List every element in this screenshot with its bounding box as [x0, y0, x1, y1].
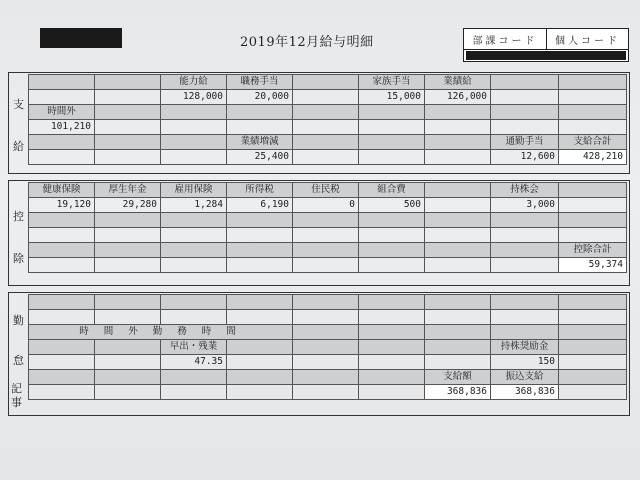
cell: 20,000: [227, 90, 293, 105]
cell: [95, 340, 161, 355]
cell: [29, 213, 95, 228]
cell: [227, 258, 293, 273]
cell: [491, 90, 559, 105]
cell: 業績増減: [227, 135, 293, 150]
cell: [293, 355, 359, 370]
cell: [359, 385, 425, 400]
cell: [425, 325, 491, 340]
cell: 所得税: [227, 183, 293, 198]
payment-amount-label: 支給額: [425, 370, 491, 385]
cell: [425, 310, 491, 325]
cell: [95, 213, 161, 228]
cell: [359, 258, 425, 273]
cell: [95, 370, 161, 385]
payments-total-value: 428,210: [559, 150, 627, 165]
cell: [293, 213, 359, 228]
cell: [95, 385, 161, 400]
cell: [491, 243, 559, 258]
payments-row3-values: [29, 150, 627, 165]
cell: [491, 295, 559, 310]
code-box: [463, 28, 629, 62]
cell: 101,210: [29, 120, 95, 135]
cell: [293, 90, 359, 105]
cell: [359, 213, 425, 228]
stock-incentive-label: 持株奨励金: [491, 340, 559, 355]
attendance-row2-labels: [29, 340, 627, 355]
cell: [95, 243, 161, 258]
cell: [559, 198, 627, 213]
person-code-label: 個人コード: [555, 35, 620, 47]
early-overtime-label: 早出・残業: [161, 340, 227, 355]
cell: [425, 243, 491, 258]
cell: [161, 258, 227, 273]
cell: [227, 213, 293, 228]
cell: [161, 105, 227, 120]
cell: [491, 325, 559, 340]
deductions-row2-values: [29, 228, 627, 243]
payments-side-label-1: 支: [13, 98, 24, 111]
cell: [95, 355, 161, 370]
cell: [359, 340, 425, 355]
payments-row1-values: [29, 90, 627, 105]
cell: [491, 228, 559, 243]
cell: 15,000: [359, 90, 425, 105]
cell: [559, 105, 627, 120]
attendance-row2-values: [29, 355, 627, 370]
cell: [559, 213, 627, 228]
cell: [559, 90, 627, 105]
cell: [29, 355, 95, 370]
cell: [161, 370, 227, 385]
cell: [425, 355, 491, 370]
cell: [293, 150, 359, 165]
cell: [95, 120, 161, 135]
cell: [559, 385, 627, 400]
payments-row2-values: [29, 120, 627, 135]
early-overtime-value: 47.35: [161, 355, 227, 370]
cell: [359, 150, 425, 165]
payments-side: [10, 74, 28, 172]
cell: [425, 105, 491, 120]
cell: [29, 385, 95, 400]
cell: [559, 228, 627, 243]
cell: [29, 310, 95, 325]
cell: [95, 150, 161, 165]
payments-total-label: 支給合計: [559, 135, 627, 150]
cell: [293, 310, 359, 325]
cell: 12,600: [491, 150, 559, 165]
cell: [161, 150, 227, 165]
cell: [29, 135, 95, 150]
attendance-table: [28, 294, 627, 400]
cell: [293, 370, 359, 385]
cell: [425, 183, 491, 198]
cell: [227, 105, 293, 120]
cell: [95, 135, 161, 150]
cell: [95, 258, 161, 273]
cell: [227, 385, 293, 400]
cell: [293, 105, 359, 120]
cell: [559, 183, 627, 198]
cell: [491, 105, 559, 120]
payments-side-label-2: 給: [13, 140, 24, 153]
cell: [425, 120, 491, 135]
cell: [293, 228, 359, 243]
payment-amount-value: 368,836: [425, 385, 491, 400]
deductions-total-value: 59,374: [559, 258, 627, 273]
cell: [161, 228, 227, 243]
cell: 能力給: [161, 75, 227, 90]
payments-table: [28, 74, 627, 165]
cell: [29, 150, 95, 165]
cell: 128,000: [161, 90, 227, 105]
cell: [95, 75, 161, 90]
cell: [161, 295, 227, 310]
cell: [293, 135, 359, 150]
attendance-side: [10, 294, 28, 374]
cell: [293, 325, 359, 340]
cell: [161, 243, 227, 258]
cell: [29, 340, 95, 355]
deductions-row3-labels: [29, 243, 627, 258]
cell: 126,000: [425, 90, 491, 105]
payments-row1-labels: [29, 75, 627, 90]
cell: [425, 340, 491, 355]
attendance-overtime-header-row: [29, 325, 627, 340]
cell: [559, 310, 627, 325]
cell: [29, 295, 95, 310]
cell: [227, 310, 293, 325]
cell: [359, 295, 425, 310]
cell: [425, 198, 491, 213]
cell: [293, 243, 359, 258]
cell: [293, 258, 359, 273]
stock-incentive-value: 150: [491, 355, 559, 370]
cell: [359, 135, 425, 150]
cell: 時間外: [29, 105, 95, 120]
payments-row3-labels: [29, 135, 627, 150]
cell: [161, 385, 227, 400]
cell: [227, 295, 293, 310]
deductions-total-label: 控除合計: [559, 243, 627, 258]
cell: [293, 385, 359, 400]
cell: [491, 213, 559, 228]
cell: [227, 370, 293, 385]
deductions-table: [28, 182, 627, 273]
cell: [293, 75, 359, 90]
cell: [29, 370, 95, 385]
cell: [227, 228, 293, 243]
cell: [491, 258, 559, 273]
cell: [359, 310, 425, 325]
deductions-side: [10, 182, 28, 282]
cell: [95, 295, 161, 310]
cell: 健康保険: [29, 183, 95, 198]
cell: 組合費: [359, 183, 425, 198]
cell: [161, 213, 227, 228]
cell: 通勤手当: [491, 135, 559, 150]
payments-row2-labels: [29, 105, 627, 120]
cell: [227, 243, 293, 258]
deductions-side-label-2: 除: [13, 252, 24, 265]
cell: [359, 120, 425, 135]
cell: 住民税: [293, 183, 359, 198]
cell: [559, 295, 627, 310]
cell: 1,284: [161, 198, 227, 213]
notes-labels-row: [29, 370, 627, 385]
cell: [161, 120, 227, 135]
cell: [161, 310, 227, 325]
cell: [491, 75, 559, 90]
attendance-side-label-1: 勤: [13, 314, 24, 327]
cell: [559, 75, 627, 90]
deductions-row1-values: [29, 198, 627, 213]
cell: 29,280: [95, 198, 161, 213]
cell: [359, 355, 425, 370]
cell: [29, 228, 95, 243]
cell: [559, 355, 627, 370]
cell: [559, 120, 627, 135]
cell: [29, 75, 95, 90]
cell: 雇用保険: [161, 183, 227, 198]
cell: 6,190: [227, 198, 293, 213]
notes-side-label: 記事: [11, 382, 22, 409]
cell: [29, 90, 95, 105]
cell: 500: [359, 198, 425, 213]
cell: [95, 105, 161, 120]
redacted-name: [40, 28, 122, 48]
cell: [95, 228, 161, 243]
overtime-header: 時 間 外 勤 務 時 間: [29, 325, 293, 340]
cell: [359, 105, 425, 120]
deductions-row1-labels: [29, 183, 627, 198]
deductions-side-label-1: 控: [13, 210, 24, 223]
cell: [425, 295, 491, 310]
cell: [293, 295, 359, 310]
cell: [491, 310, 559, 325]
cell: [559, 340, 627, 355]
cell: [293, 120, 359, 135]
code-divider: [464, 49, 628, 50]
cell: 25,400: [227, 150, 293, 165]
deductions-row3-values: [29, 258, 627, 273]
dept-code-label: 部課コード: [464, 29, 547, 49]
cell: [227, 120, 293, 135]
cell: [559, 370, 627, 385]
page-title: 2019年12月給与明細: [240, 35, 374, 50]
cell: [227, 340, 293, 355]
transfer-value: 368,836: [491, 385, 559, 400]
cell: 業績給: [425, 75, 491, 90]
cell: [425, 135, 491, 150]
cell: [293, 340, 359, 355]
cell: [29, 258, 95, 273]
transfer-label: 振込支給: [491, 370, 559, 385]
cell: [227, 355, 293, 370]
cell: 職務手当: [227, 75, 293, 90]
attendance-row1-values: [29, 310, 627, 325]
attendance-side-label-2: 怠: [13, 354, 24, 367]
cell: [359, 228, 425, 243]
cell: 家族手当: [359, 75, 425, 90]
cell: [425, 258, 491, 273]
cell: [491, 120, 559, 135]
cell: [359, 325, 425, 340]
cell: 3,000: [491, 198, 559, 213]
cell: [425, 150, 491, 165]
cell: [559, 325, 627, 340]
cell: [95, 90, 161, 105]
redacted-codes: [466, 51, 626, 60]
cell: [359, 243, 425, 258]
cell: [425, 213, 491, 228]
cell: [29, 243, 95, 258]
deductions-row2-labels: [29, 213, 627, 228]
cell: [95, 310, 161, 325]
cell: 19,120: [29, 198, 95, 213]
cell: [359, 370, 425, 385]
cell: 持株会: [491, 183, 559, 198]
cell: 0: [293, 198, 359, 213]
cell: [425, 228, 491, 243]
attendance-row1-labels: [29, 295, 627, 310]
notes-values-row: [29, 385, 627, 400]
cell: [161, 135, 227, 150]
cell: 厚生年金: [95, 183, 161, 198]
